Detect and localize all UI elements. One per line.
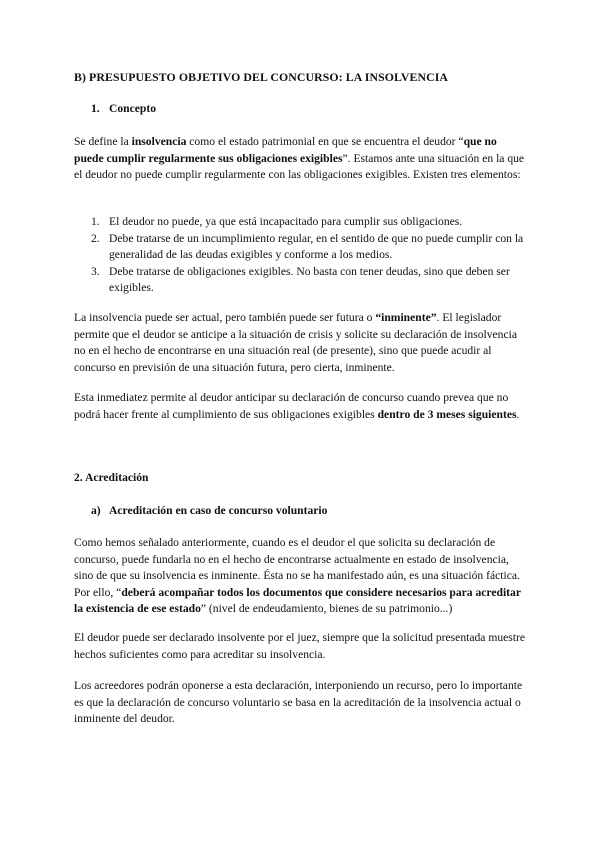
inminente-paragraph [74,310,526,376]
subsection-letter: a) [91,504,101,517]
inmediatez-paragraph [74,390,526,423]
bold-run: “inminente” [375,311,437,324]
section-title: Concepto [109,102,157,115]
list-number: 1. [91,215,100,228]
subsection-heading [91,503,327,520]
text-run: como el estado patrimonial en que se encuentra el deudor “ [186,135,464,148]
bold-run: insolvencia [131,135,187,148]
page-title: B) PRESUPUESTO OBJETIVO DEL CONCURSO: LA INSOLVENCIA [74,70,449,84]
list-number: 3. [91,264,100,278]
list-item [91,214,526,231]
text-run: ”. Estamos ante una situación en la que el deudor no puede cumplir regularmente con las obligaciones exigibles. Existen tres elementos: [74,151,525,181]
list-item [91,231,526,264]
voluntario-paragraph [74,535,526,618]
list-number: 2. [91,231,100,245]
text-run: . El legislador permite que el deudor se anticipe a la situación de crisis y solicite su declaración de insolvencia no en el hecho de encontrarse en una situación real (de presente), sino que puede acudir al concurso en previsión de una situación futura, pero cierta, inminente. [74,311,517,374]
text-run: Esta inmediatez permite al deudor anticipar su declaración de concurso cuando prevea que no podrá hacer frente al cumplimiento de sus obligaciones exigibles [74,391,509,421]
elements-list [91,214,526,297]
definition-paragraph [74,134,526,184]
subsection-title: Acreditación en caso de concurso voluntario [109,504,328,517]
text-run: La insolvencia puede ser actual, pero también puede ser futura o [74,311,376,324]
section-heading-concepto [91,101,156,118]
list-text: Debe tratarse de un incumplimiento regular, en el sentido de que no puede cumplir con la generalidad de las deudas exigibles y conforme a los medios. [109,231,524,261]
juez-paragraph: El deudor puede ser declarado insolvente por el juez, siempre que la solicitud presentada muestre hechos suficientes como para acreditar su insolvencia. [74,631,526,661]
list-text: Debe tratarse de obligaciones exigibles. No basta con tener deudas, sino que deben ser exigibles. [109,264,510,294]
text-run: Se define la [74,135,132,148]
bold-run: deberá acompañar todos los documentos que considere necesarios para acreditar la existencia de ese estado [74,585,521,615]
text-run: Como hemos señalado anteriormente, cuando es el deudor el que solicita su declaración de concurso, puede fundarla no en el hecho de encontrarse actualmente en estado de insolvencia, sino de que su insolvencia es inminente. Ésta no se ha manifestado aún, es una situación fáctica. Por ello, “ [74,536,520,599]
bold-run: dentro de 3 meses siguientes [377,407,517,421]
section-heading-acreditacion: 2. Acreditación [74,471,149,484]
section-number: 1. [91,102,100,115]
acreedores-paragraph: Los acreedores podrán oponerse a esta declaración, interponiendo un recurso, pero lo importante es que la declaración de concurso voluntario se basa en la acreditación de la insolvencia actual o inminente del deudor. [74,679,523,725]
text-run: . [516,407,520,421]
list-text: El deudor no puede, ya que está incapacitado para cumplir sus obligaciones. [109,215,463,228]
bold-run: que no puede cumplir regularmente sus obligaciones exigibles [74,135,497,165]
text-run: ” (nivel de endeudamiento, bienes de su patrimonio...) [200,602,453,615]
list-item [91,264,526,297]
